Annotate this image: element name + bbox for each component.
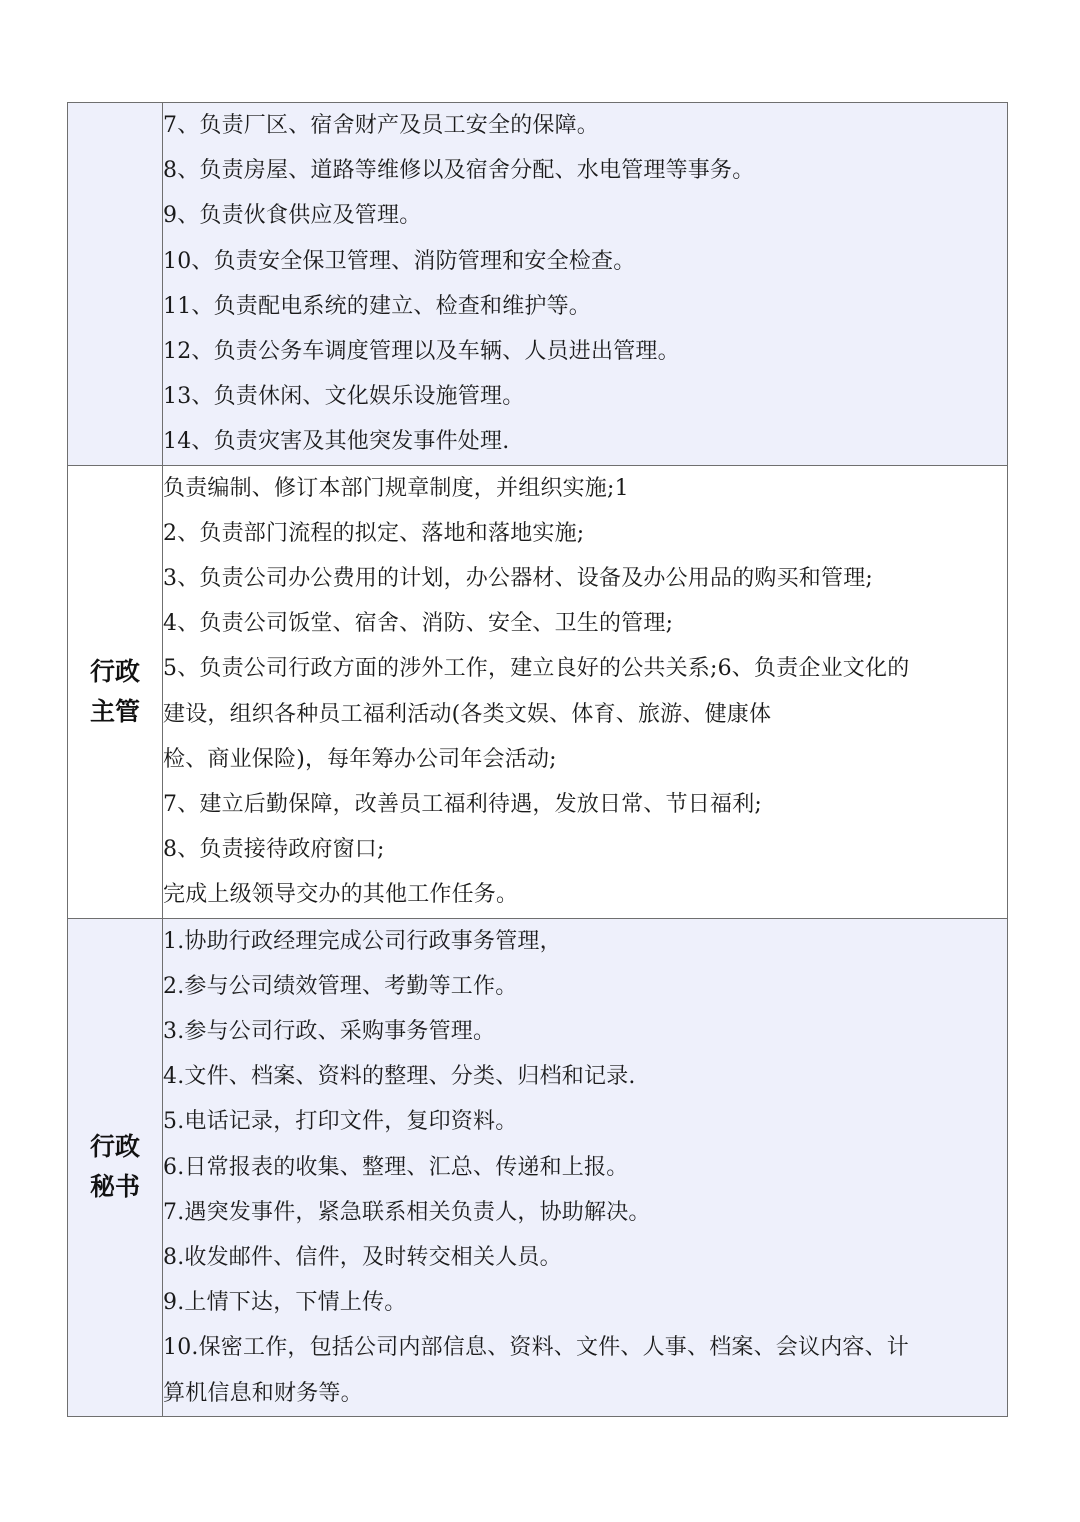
duty-line: 9.上情下达，下情上传。 (163, 1290, 407, 1316)
duty-line: 13、负责休闲、文化娱乐设施管理。 (163, 384, 525, 410)
duty-line: 7、建立后勤保障，改善员工福利待遇，发放日常、节日福利; (163, 792, 763, 818)
role-label-line: 主管 (89, 696, 140, 726)
duty-line: 4、负责公司饭堂、宿舍、消防、安全、卫生的管理; (163, 611, 674, 637)
duty-line: 2、负责部门流程的拟定、落地和落地实施; (163, 520, 585, 546)
duty-line: 2.参与公司绩效管理、考勤等工作。 (163, 973, 518, 999)
duties-table-body (68, 103, 1008, 1417)
duty-line: 8.收发邮件、信件，及时转交相关人员。 (163, 1245, 562, 1271)
duties-cell (163, 103, 1008, 466)
role-cell-admin-supervisor (68, 465, 163, 918)
duty-line: 算机信息和财务等。 (163, 1380, 363, 1406)
duty-line: 5.电话记录，打印文件，复印资料。 (163, 1109, 518, 1135)
role-label-line: 行政 (89, 1132, 140, 1162)
duty-line: 负责编制、修订本部门规章制度，并组织实施;1 (163, 475, 629, 501)
table-row (68, 103, 1008, 466)
table-row (68, 465, 1008, 918)
role-label-line: 秘书 (89, 1172, 140, 1202)
duties-table (67, 102, 1008, 1417)
duty-line: 12、负责公务车调度管理以及车辆、人员进出管理。 (163, 339, 680, 365)
duties-cell (163, 918, 1008, 1416)
role-cell-admin-secretary (68, 918, 163, 1416)
duties-cell (163, 465, 1008, 918)
duty-line: 14、负责灾害及其他突发事件处理. (163, 429, 510, 455)
duty-line: 8、负责接待政府窗口; (163, 837, 385, 863)
duty-line: 10、负责安全保卫管理、消防管理和安全检查。 (163, 248, 636, 274)
role-label-line: 行政 (89, 656, 140, 686)
duty-line: 9、负责伙食供应及管理。 (163, 203, 422, 229)
duty-line: 5、负责公司行政方面的涉外工作，建立良好的公共关系;6、负责企业文化的 (163, 656, 910, 682)
duty-line: 检、商业保险)，每年筹办公司年会活动; (163, 746, 557, 772)
duty-line: 11、负责配电系统的建立、检查和维护等。 (163, 293, 591, 319)
duty-line: 建设，组织各种员工福利活动(各类文娱、体育、旅游、健康体 (163, 701, 772, 727)
duty-line: 3、负责公司办公费用的计划，办公器材、设备及办公用品的购买和管理; (163, 566, 874, 592)
duty-line: 7、负责厂区、宿舍财产及员工安全的保障。 (163, 113, 599, 138)
duty-line: 8、负责房屋、道路等维修以及宿舍分配、水电管理等事务。 (163, 158, 755, 184)
duty-line: 6.日常报表的收集、整理、汇总、传递和上报。 (163, 1154, 629, 1180)
duty-line: 10.保密工作，包括公司内部信息、资料、文件、人事、档案、会议内容、计 (163, 1335, 909, 1361)
duty-line: 7.遇突发事件，紧急联系相关负责人，协助解决。 (163, 1199, 651, 1225)
duty-line: 4.文件、档案、资料的整理、分类、归档和记录. (163, 1064, 636, 1090)
duty-line: 1.协助行政经理完成公司行政事务管理， (163, 928, 562, 954)
duty-line: 3.参与公司行政、采购事务管理。 (163, 1019, 496, 1045)
role-cell-empty (68, 103, 163, 466)
duty-line: 完成上级领导交办的其他工作任务。 (163, 882, 519, 908)
table-row (68, 918, 1008, 1416)
